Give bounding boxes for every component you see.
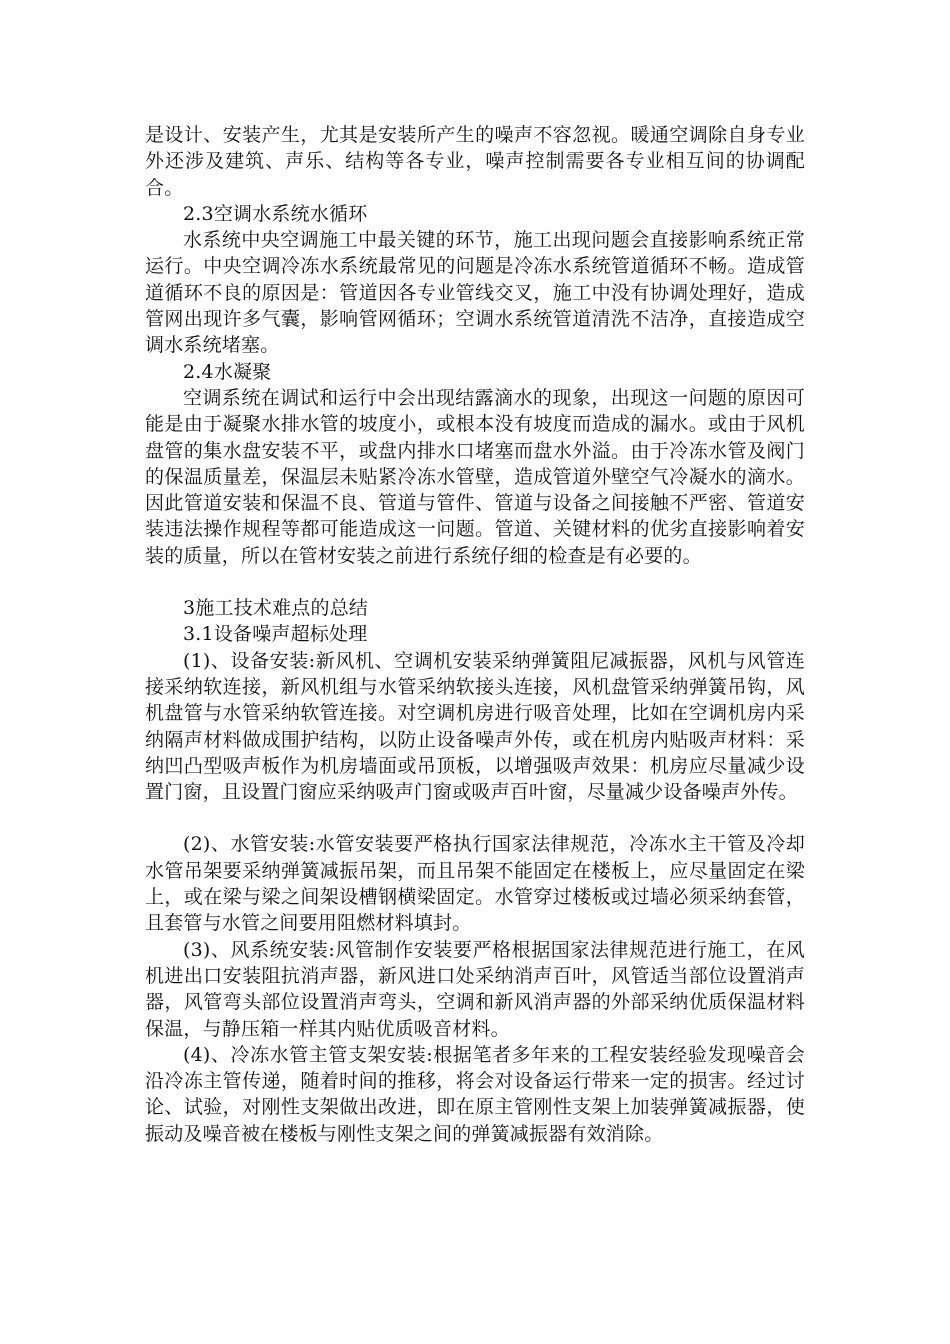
paragraph-condensation: 空调系统在调试和运行中会出现结露滴水的现象，出现这一问题的原因可能是由于凝聚水排水管的坡度小，或根本没有坡度而造成的漏水。或由于风机盘管的集水盘安装不平，或盘内排水口堵塞而盘水外溢。由于冷冻水管及阀门的保温质量差，保温层未贴紧冷冻水管壁，造成管道外壁空气冷凝水的滴水。因此管道安装和保温不良、管道与管件、管道与设备之间接触不严密、管道安装违法操作规程等都可能造成这一问题。管道、关键材料的优劣直接影响着安装的质量，所以在管材安装之前进行系统仔细的检查是有必要的。: [145, 386, 805, 567]
section-heading-3-1: 3.1设备噪声超标处理: [183, 623, 368, 646]
paragraph-water-pipe-installation: (2)、水管安装:水管安装要严格执行国家法律规范，冷冻水主干管及冷却水管吊架要采纳弹簧减振吊架，而且吊架不能固定在楼板上，应尽量固定在梁上，或在梁与梁之间架设槽钢横梁固定。水管穿过楼板或过墙必须采纳套管，且套管与水管之间要用阻燃材料填封。: [145, 833, 805, 935]
section-heading-2-3: 2.3空调水系统水循环: [183, 202, 368, 225]
section-heading-2-4: 2.4水凝聚: [183, 360, 272, 383]
paragraph-air-system-installation: (3)、风系统安装:风管制作安装要严格根据国家法律规范进行施工，在风机进出口安装阻抗消声器，新风进口处采纳消声百叶，风管适当部位设置消声器，风管弯头部位设置消声弯头，空调和新风消声器的外部采纳优质保温材料保温，与静压箱一样其内贴优质吸音材料。: [145, 938, 805, 1040]
paragraph-gap: [145, 805, 805, 831]
paragraph-gap: [145, 569, 805, 595]
paragraph-chilled-water-support: (4)、冷冻水管主管支架安装:根据笔者多年来的工程安装经验发现噪音会沿冷冻主管传递，随着时间的推移，将会对设备运行带来一定的损害。经过讨论、试验，对刚性支架做出改进，即在原主管刚性支架上加装弹簧减振器，使振动及噪音被在楼板与刚性支架之间的弹簧减振器有效消除。: [145, 1043, 805, 1145]
paragraph-water-circulation: 水系统中央空调施工中最关键的环节，施工出现问题会直接影响系统正常运行。中央空调冷冻水系统最常见的问题是冷冻水系统管道循环不畅。造成管道循环不良的原因是：管道因各专业管线交叉，施工中没有协调处理好，造成管网出现许多气囊，影响管网循环；空调水系统管道清洗不洁净，直接造成空调水系统堵塞。: [145, 229, 805, 357]
paragraph-noise-intro: 是设计、安装产生，尤其是安装所产生的噪声不容忽视。暖通空调除自身专业外还涉及建筑、声乐、结构等各专业，噪声控制需要各专业相互间的协调配合。: [145, 124, 805, 199]
section-heading-3: 3施工技术难点的总结: [183, 597, 369, 620]
paragraph-equipment-installation: (1)、设备安装:新风机、空调机安装采纳弹簧阻尼减振器，风机与风管连接采纳软连接，新风机组与水管采纳软接头连接，风机盘管采纳弹簧吊钩，风机盘管与水管采纳软管连接。对空调机房进行吸音处理，比如在空调机房内采纳隔声材料做成围护结构，以防止设备噪声外传，或在机房内贴吸声材料：采纳凹凸型吸声板作为机房墙面或吊顶板，以增强吸声效果：机房应尽量减少设置门窗，且设置门窗应采纳吸声门窗或吸声百叶窗，尽量减少设备噪声外传。: [145, 649, 805, 804]
document-body: [145, 122, 805, 1147]
